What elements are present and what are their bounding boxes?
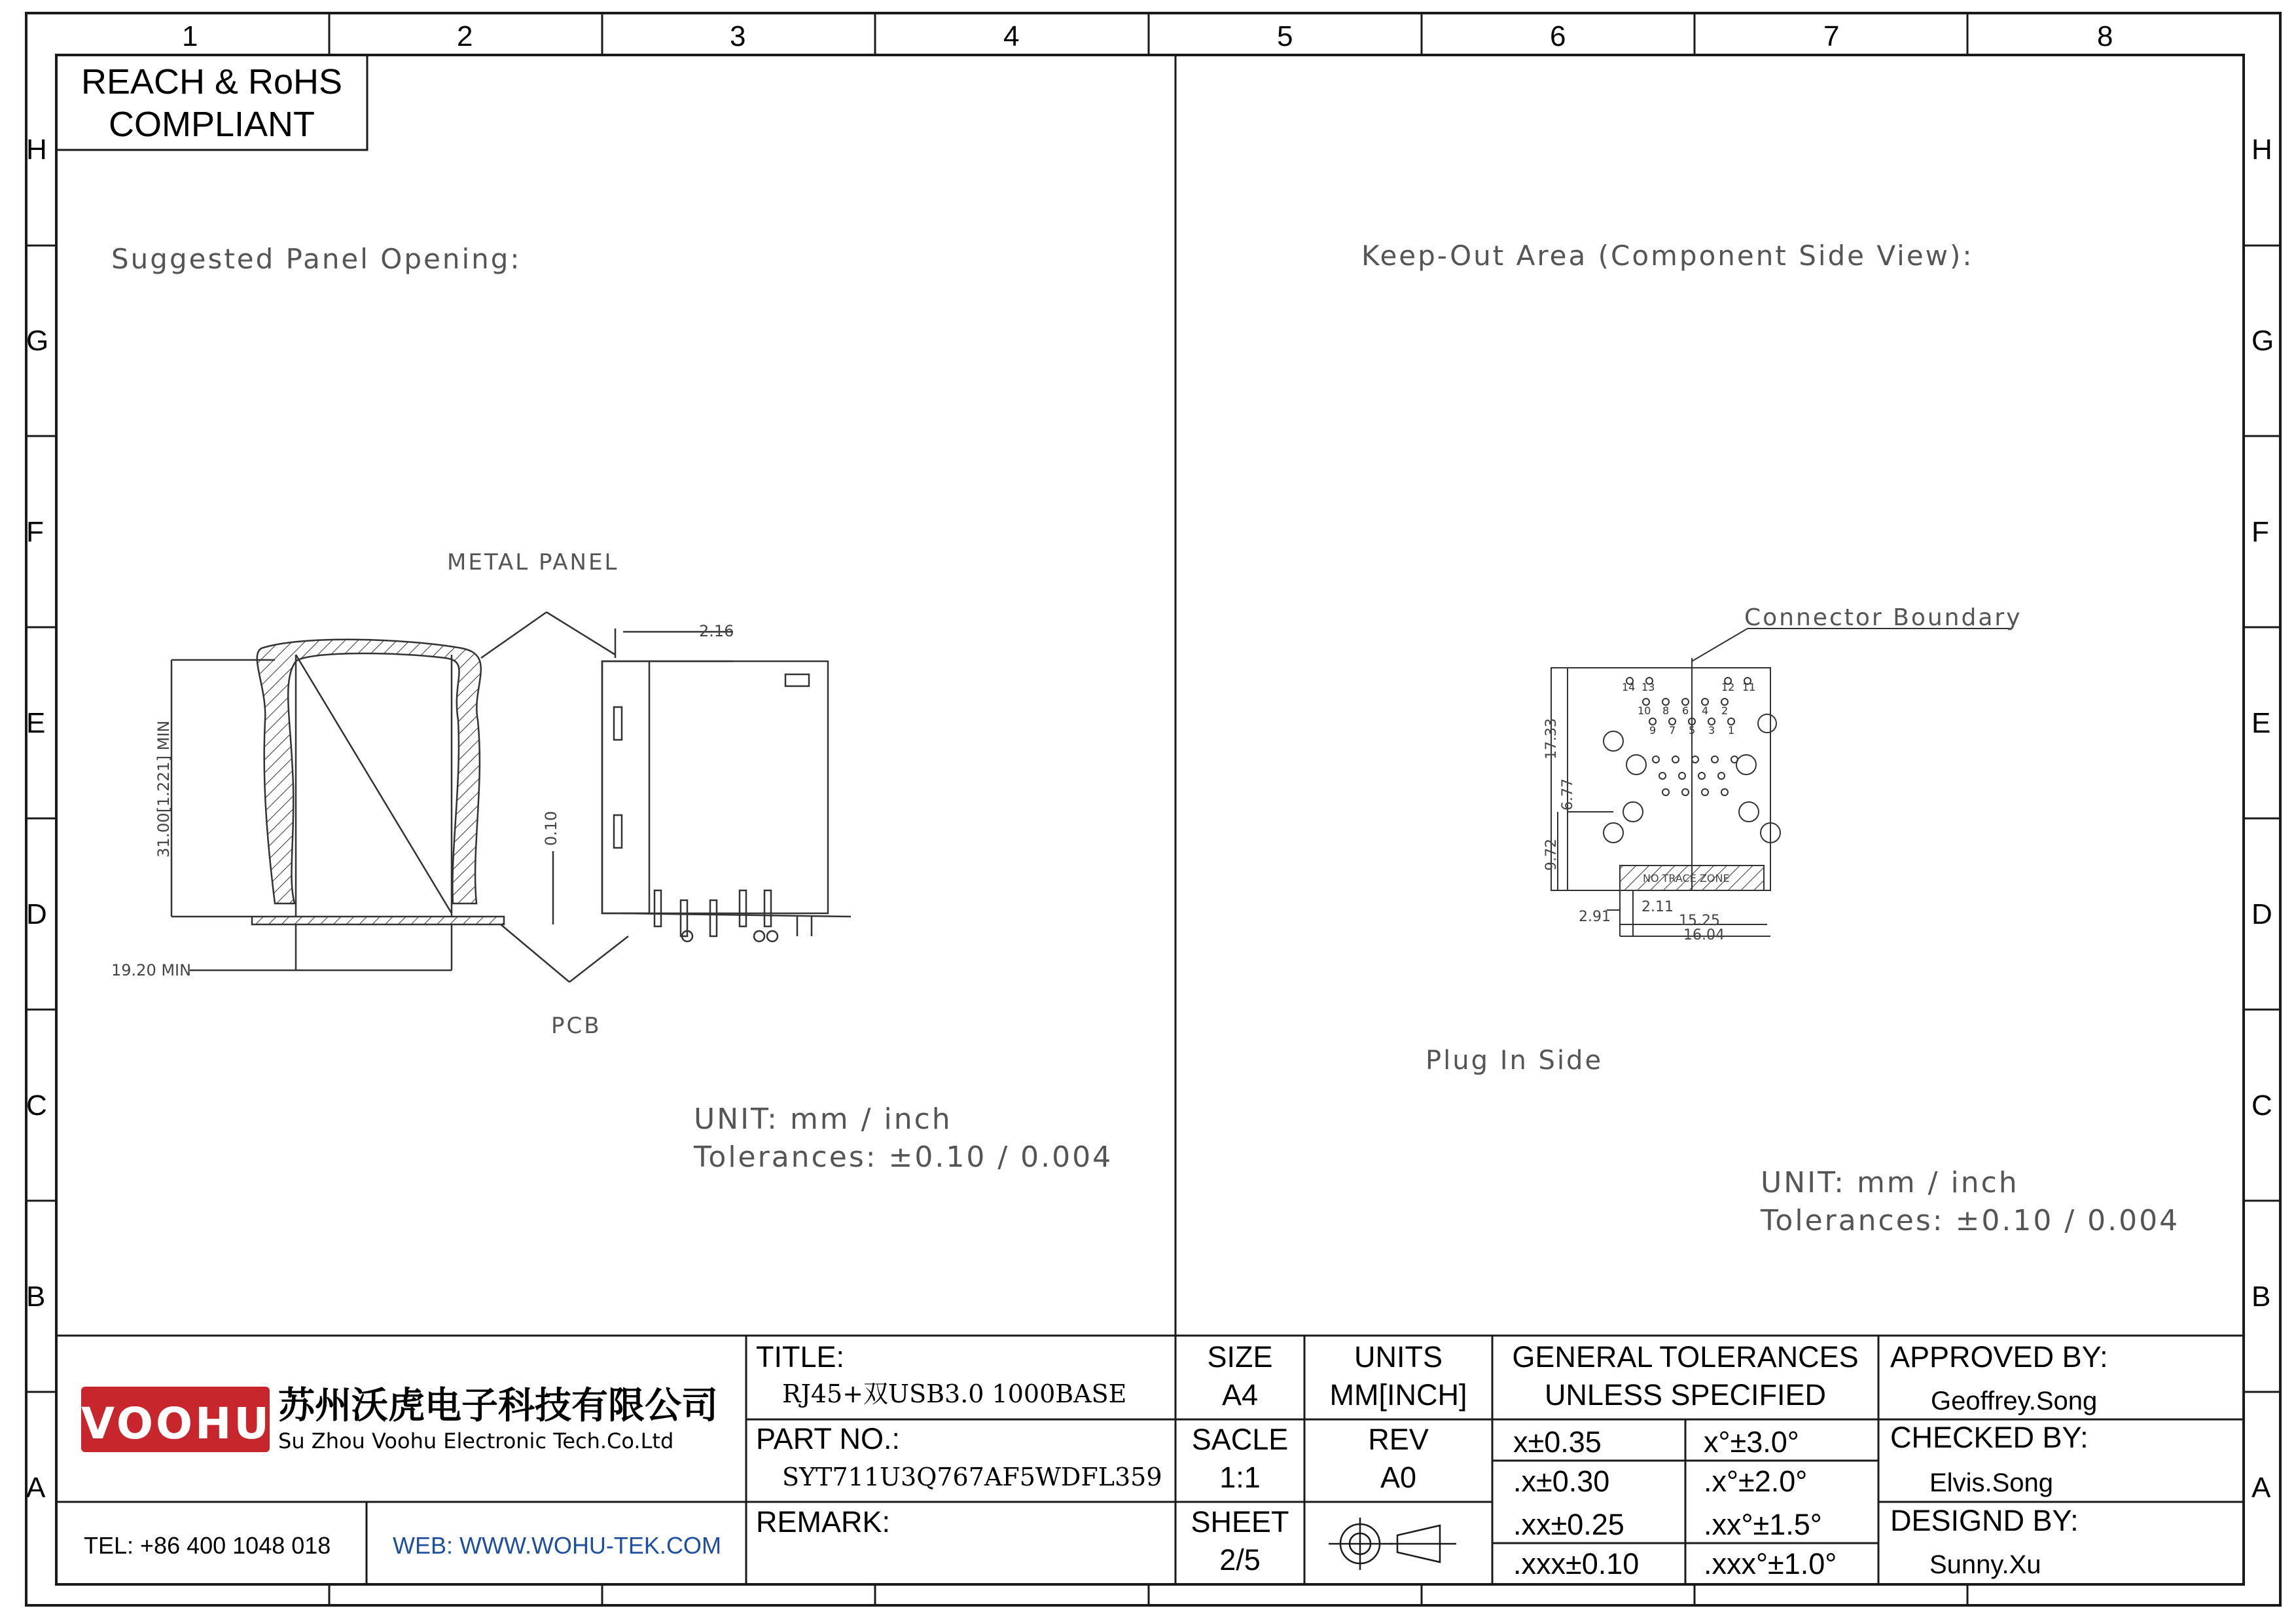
- checked-label: CHECKED BY:: [1890, 1421, 2089, 1454]
- company-name-cn: 苏州沃虎电子科技有限公司: [278, 1385, 718, 1427]
- dim-15-25: 15.25: [1679, 913, 1720, 929]
- row-label-c-right: C: [2251, 1089, 2272, 1122]
- left-tolerance-line: Tolerances: ±0.10 / 0.004: [694, 1140, 1113, 1174]
- pin-num-3: 3: [1708, 724, 1715, 737]
- row-label-h-left: H: [26, 134, 47, 166]
- row-label-a-right: A: [2251, 1472, 2271, 1504]
- row-label-d-left: D: [26, 898, 47, 930]
- pin-num-13: 13: [1641, 681, 1655, 693]
- gen-tol-line1: GENERAL TOLERANCES: [1512, 1340, 1859, 1374]
- pin-num-2: 2: [1721, 704, 1729, 717]
- company-tel: TEL: +86 400 1048 018: [84, 1532, 331, 1559]
- row-label-f-left: F: [26, 516, 44, 548]
- pcb-bar: [252, 917, 504, 924]
- designed-label: DESIGND BY:: [1890, 1504, 2079, 1537]
- right-tolerance-line: Tolerances: ±0.10 / 0.004: [1761, 1204, 2180, 1237]
- tol-row1-linear: x±0.35: [1513, 1425, 1602, 1459]
- connector-boundary-label: Connector Boundary: [1744, 604, 2022, 631]
- plug-side-label: Plug In Side: [1426, 1046, 1604, 1076]
- part-value: SYT711U3Q767AF5WDFL359: [782, 1463, 1162, 1491]
- tol-row4-linear: .xxx±0.10: [1513, 1547, 1640, 1580]
- left-unit-line: UNIT: mm / inch: [694, 1103, 952, 1136]
- dim-9-72: 9.72: [1543, 839, 1560, 871]
- title-value: RJ45+双USB3.0 1000BASE: [782, 1379, 1127, 1408]
- pin-num-4: 4: [1702, 704, 1709, 717]
- projection-symbol: [1329, 1518, 1456, 1570]
- compliance-line1: REACH & RoHS: [81, 62, 343, 101]
- panel-opening-heading: Suggested Panel Opening:: [111, 243, 522, 275]
- tol-row2-linear: .x±0.30: [1513, 1465, 1610, 1498]
- company-web[interactable]: WEB: WWW.WOHU-TEK.COM: [393, 1532, 721, 1559]
- col-label-7: 7: [1823, 20, 1840, 52]
- dim-gap: 0.10: [542, 811, 560, 846]
- col-label-1: 1: [182, 20, 198, 52]
- compliance-line2: COMPLIANT: [108, 105, 315, 144]
- tol-row4-angular: .xxx°±1.0°: [1704, 1547, 1837, 1580]
- col-label-6: 6: [1550, 20, 1566, 52]
- approved-label: APPROVED BY:: [1890, 1340, 2108, 1374]
- metal-panel-label: METAL PANEL: [447, 549, 619, 575]
- connector-side-view: [602, 629, 851, 941]
- gen-tol-line2: UNLESS SPECIFIED: [1544, 1378, 1827, 1412]
- pin-num-8: 8: [1662, 704, 1670, 717]
- pin-num-11: 11: [1742, 681, 1756, 693]
- col-label-3: 3: [730, 20, 746, 52]
- row-label-g-right: G: [2251, 325, 2274, 357]
- no-trace-label: NO TRACE ZONE: [1643, 872, 1730, 884]
- row-label-e-left: E: [26, 707, 46, 739]
- row-label-a-left: A: [26, 1472, 46, 1504]
- pcb-label: PCB: [551, 1013, 601, 1039]
- row-label-g-left: G: [26, 325, 49, 357]
- title-label: TITLE:: [756, 1340, 845, 1374]
- dim-height: 31.00[1.221] MIN: [154, 720, 173, 858]
- col-label-8: 8: [2097, 20, 2113, 52]
- pin-num-9: 9: [1649, 724, 1657, 737]
- voohu-logo-text: VOOHU: [81, 1398, 272, 1449]
- tol-row3-linear: .xx±0.25: [1513, 1508, 1624, 1541]
- column-ticks-bottom: [329, 1584, 1967, 1605]
- designed-value: Sunny.Xu: [1929, 1550, 2041, 1579]
- pin-num-14: 14: [1622, 681, 1636, 693]
- panel-section: [171, 612, 628, 982]
- checked-value: Elvis.Song: [1929, 1468, 2053, 1497]
- approved-value: Geoffrey.Song: [1931, 1387, 2098, 1415]
- col-label-2: 2: [457, 20, 473, 52]
- pin-num-10: 10: [1638, 704, 1651, 717]
- voohu-logo: [81, 1387, 270, 1452]
- scale-label: SACLE: [1191, 1423, 1289, 1456]
- column-ticks-top: [329, 13, 1967, 55]
- rev-value: A0: [1380, 1461, 1417, 1494]
- dim-2-11: 2.11: [1641, 899, 1674, 915]
- sheet-label: SHEET: [1191, 1505, 1289, 1539]
- pin-num-5: 5: [1689, 724, 1696, 737]
- sheet-value: 2/5: [1219, 1543, 1261, 1577]
- row-label-d-right: D: [2251, 898, 2272, 930]
- pin-num-6: 6: [1682, 704, 1689, 717]
- part-label: PART NO.:: [756, 1422, 901, 1455]
- row-label-e-right: E: [2251, 707, 2271, 739]
- keepout-section: [1551, 629, 2013, 936]
- pin-num-1: 1: [1728, 724, 1735, 737]
- units-label: UNITS: [1354, 1340, 1443, 1374]
- tol-row1-angular: x°±3.0°: [1704, 1425, 1799, 1459]
- size-label: SIZE: [1207, 1340, 1273, 1374]
- keepout-heading: Keep-Out Area (Component Side View):: [1361, 240, 1974, 272]
- row-label-f-right: F: [2251, 516, 2269, 548]
- units-value: MM[INCH]: [1329, 1378, 1467, 1412]
- pin-num-7: 7: [1669, 724, 1676, 737]
- dim-top: 2.16: [699, 622, 734, 640]
- tol-row3-angular: .xx°±1.5°: [1704, 1508, 1822, 1541]
- col-label-4: 4: [1003, 20, 1020, 52]
- dim-17-33: 17.33: [1543, 718, 1560, 759]
- pin-num-12: 12: [1721, 681, 1735, 693]
- dim-2-91: 2.91: [1579, 909, 1611, 925]
- dim-width: 19.20 MIN: [111, 961, 192, 979]
- row-label-c-left: C: [26, 1089, 47, 1122]
- row-label-b-right: B: [2251, 1281, 2271, 1313]
- size-value: A4: [1221, 1378, 1259, 1412]
- right-unit-line: UNIT: mm / inch: [1761, 1166, 2019, 1199]
- scale-value: 1:1: [1219, 1461, 1261, 1494]
- dim-16-04: 16.04: [1683, 927, 1725, 943]
- dim-6-77: 6.77: [1560, 778, 1576, 811]
- tol-row2-angular: .x°±2.0°: [1704, 1465, 1808, 1498]
- rev-label: REV: [1368, 1423, 1429, 1456]
- pin-holes: [1626, 678, 1751, 795]
- row-label-b-left: B: [26, 1281, 46, 1313]
- metal-panel-hatched: [257, 640, 481, 903]
- row-label-h-right: H: [2251, 134, 2272, 166]
- company-name-en: Su Zhou Voohu Electronic Tech.Co.Ltd: [278, 1429, 674, 1453]
- remark-label: REMARK:: [756, 1505, 891, 1539]
- col-label-5: 5: [1277, 20, 1293, 52]
